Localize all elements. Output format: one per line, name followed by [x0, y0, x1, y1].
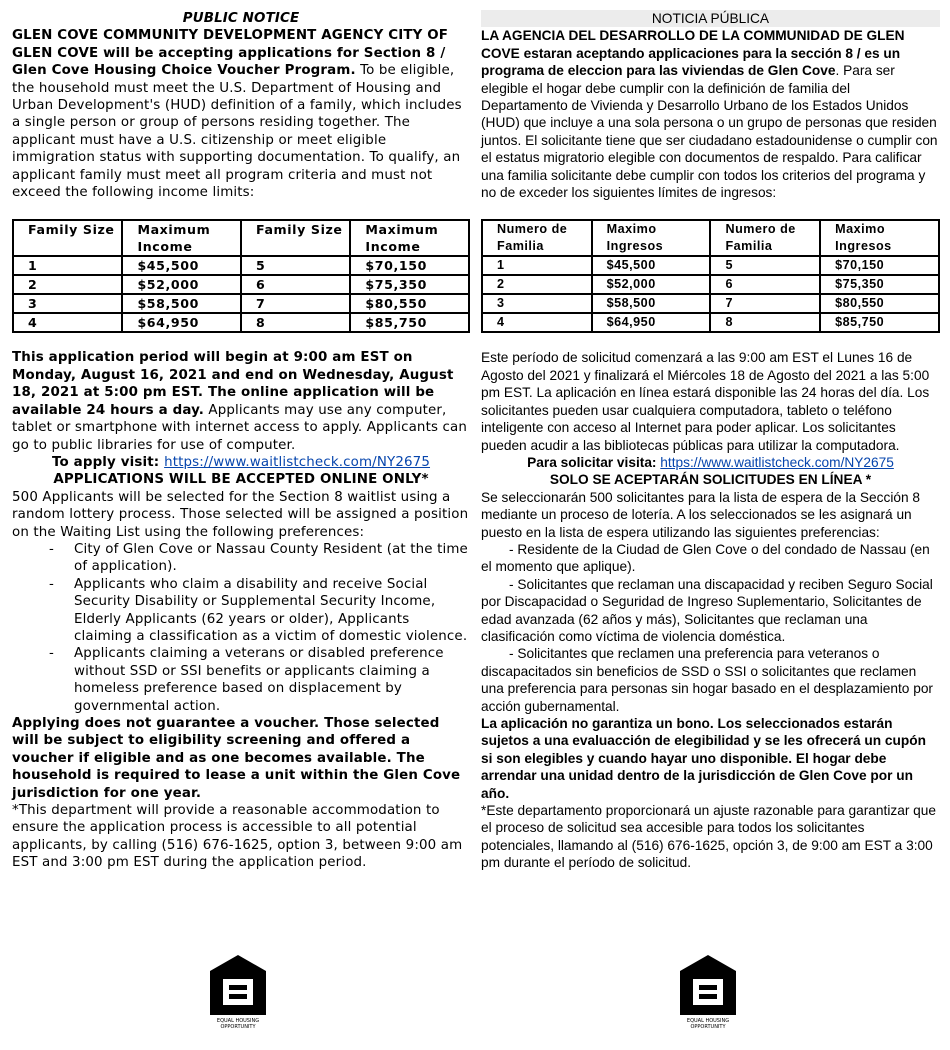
table-cell: $70,150	[350, 256, 469, 275]
notice-header: PUBLIC NOTICE	[182, 11, 300, 26]
no-guarantee-paragraph: La aplicación no garantiza un bono. Los seleccionados estarán sujetos a una evaluacción de elegibilidad y se les ofrecerá un cupón si son elegibles y cuando hayar uno disponible. El hogar debe arrendar una unidad dentro de la jurisdicción de Glen Cove por un año.	[481, 716, 926, 801]
table-row	[13, 256, 469, 275]
table-cell: $75,350	[350, 275, 469, 294]
table-cell: $85,750	[820, 313, 939, 332]
table-cell: $45,500	[122, 256, 241, 275]
table-cell: $58,500	[592, 294, 711, 313]
table-row	[482, 256, 939, 275]
table-cell: $70,150	[820, 256, 939, 275]
intro-text: . Para ser elegible el hogar debe cumplir con la definición de familia del Departamento de Vivienda y Desarrollo Urbano de los Estados Unidos (HUD) que incluye a una sola persona o un grupo de personas que residen juntos. El solicitante tiene que ser ciudadano estadounidense o cumplir con el estatus migratorio elegible con documentos de respaldo. Para calificar una familia solicitante debe cumplir con todos los criterios del programa y no de exceder los siguientes límites de ingresos:	[481, 63, 938, 201]
table-cell: 7	[241, 294, 350, 313]
table-cell: $64,950	[592, 313, 711, 332]
lottery-paragraph: 500 Applicants will be selected for the Section 8 waitlist using a random lottery process. Those selected will be assigned a position on the Waiting List using the following preferences:	[12, 489, 469, 540]
online-only-notice: SOLO SE ACEPTARÁN SOLICITUDES EN LÍNEA *	[549, 472, 872, 488]
table-cell: $80,550	[820, 294, 939, 313]
table-cell: $75,350	[820, 275, 939, 294]
waitlist-link[interactable]: https://www.waitlistcheck.com/NY2675	[164, 454, 431, 470]
table-header-cell: Maximo Ingresos	[820, 220, 939, 256]
svg-text:OPPORTUNITY: OPPORTUNITY	[220, 1024, 256, 1030]
notice-header: NOTICIA PÚBLICA	[481, 10, 940, 27]
table-cell: $52,000	[122, 275, 241, 294]
list-item	[12, 541, 470, 576]
equal-housing-logo	[208, 953, 268, 1031]
equal-housing-icon	[678, 953, 738, 1031]
table-cell: 6	[241, 275, 350, 294]
table-header-row	[13, 220, 469, 256]
intro-bold: GLEN COVE COMMUNITY DEVELOPMENT AGENCY CITY OF GLEN COVE will be accepting applications for Section 8 / Glen Cove Housing Choice Voucher Program.	[12, 28, 449, 79]
apply-label: Para solicitar visita:	[527, 454, 661, 470]
application-period	[12, 349, 470, 453]
table-cell: 6	[710, 275, 820, 294]
table-cell: 1	[482, 256, 592, 275]
table-cell: 5	[710, 256, 820, 275]
period-bold: This application period will begin at 9:00 am EST on Monday, August 16, 2021 and end on Wednesday, August 18, 2021 at 5:00 pm EST. The online application will be available 24 hours a day.	[12, 350, 454, 418]
svg-text:OPPORTUNITY: OPPORTUNITY	[690, 1024, 726, 1030]
table-cell: 7	[710, 294, 820, 313]
table-row	[482, 275, 939, 294]
list-item	[12, 645, 470, 715]
period-text: Applicants may use any computer, tablet or smartphone with internet access to apply. Applicants can go to public libraries for use of computer.	[12, 402, 468, 453]
table-cell: 4	[13, 313, 122, 332]
lottery-paragraph: Se seleccionarán 500 solicitantes para la lista de espera de la Sección 8 mediante un proceso de lotería. A los seleccionados se les asignará un puesto en la lista de espera utilizando las siguientes preferencias:	[481, 489, 921, 540]
preference-text: City of Glen Cove or Nassau County Resident (at the time of application).	[74, 541, 468, 575]
apply-line	[481, 454, 940, 471]
application-period: Este período de solicitud comenzará a las 9:00 am EST el Lunes 16 de Agosto del 2021 y finalizará el Miércoles 18 de Agosto del 2021 a las 5:00 pm EST. La aplicación en línea estará disponible las 24 horas del día. Los solicitantes pueden usar cualquiera computadora, tableto o teléfono inteligente con acceso al Internet para poder aplicar. Los solicitantes pueden acudir a las bibliotecas públicas para utilizar la computadora.	[481, 350, 930, 453]
table-row	[482, 294, 939, 313]
table-header-cell: Numero de Familia	[710, 220, 820, 256]
intro-bold: LA AGENCIA DEL DESARROLLO DE LA COMMUNIDAD DE GLEN COVE estaran aceptando applicaciones para la sección 8 / es un programa de eleccion para las viviendas de Glen Cove	[481, 28, 905, 79]
online-only-notice: APPLICATIONS WILL BE ACCEPTED ONLINE ONLY*	[53, 472, 429, 488]
equal-housing-logo	[678, 953, 738, 1031]
table-cell: $58,500	[122, 294, 241, 313]
table-header-cell: Family Size	[241, 220, 350, 256]
income-limits-table	[481, 219, 940, 333]
intro-text: To be eligible, the household must meet the U.S. Department of Housing and Urban Development's (HUD) definition of a family, which includes a single person or group of persons residing together. The applicant must have a U.S. citizenship or meet eligible immigration status with supporting documentation. To qualify, an applicant family must meet all program criteria and must not exceed the following income limits:	[12, 63, 462, 201]
table-cell: $80,550	[350, 294, 469, 313]
dash-bullet: -	[49, 576, 54, 592]
table-cell: $85,750	[350, 313, 469, 332]
svg-text:EQUAL HOUSING: EQUAL HOUSING	[686, 1018, 730, 1024]
accommodation-paragraph: *Este departamento proporcionará un ajuste razonable para garantizar que el proceso de solicitud sea accesible para todos los solicitantes potenciales, llamando al (516) 676-1625, opción 3, de 9:00 am EST a 3:00 pm durante el período de solicitud.	[481, 803, 937, 871]
preference-text: Applicants claiming a veterans or disabled preference without SSD or SSI benefits or applicants claiming a homeless preference based on displacement by governmental action.	[74, 646, 444, 714]
table-cell: 3	[482, 294, 592, 313]
table-cell: 4	[482, 313, 592, 332]
table-cell: 5	[241, 256, 350, 275]
table-header-cell: Family Size	[13, 220, 122, 256]
table-cell: $52,000	[592, 275, 711, 294]
spanish-notice	[481, 10, 940, 872]
table-row	[482, 313, 939, 332]
table-cell: 2	[482, 275, 592, 294]
table-cell: 3	[13, 294, 122, 313]
table-row	[13, 294, 469, 313]
table-header-cell: Maximum Income	[350, 220, 469, 256]
table-header-cell: Maximo Ingresos	[592, 220, 711, 256]
apply-line	[12, 454, 470, 471]
preferences-list	[12, 541, 470, 715]
list-item	[12, 576, 470, 646]
dash-bullet: -	[49, 541, 54, 557]
table-cell: $45,500	[592, 256, 711, 275]
equal-housing-icon	[208, 953, 268, 1031]
accommodation-paragraph: *This department will provide a reasonable accommodation to ensure the application process is accessible to all potential applicants, by calling (516) 676-1625, option 3, between 9:00 am EST and 3:00 pm EST during the application period.	[12, 803, 463, 871]
english-notice	[12, 10, 470, 872]
table-header-cell: Maximum Income	[122, 220, 241, 256]
preference-text: Applicants who claim a disability and receive Social Security Disability or Supplemental Security Income, Elderly Applicants (62 years or older), Applicants claiming a classification as a victim of domestic violence.	[74, 576, 468, 644]
table-cell: $64,950	[122, 313, 241, 332]
table-cell: 8	[241, 313, 350, 332]
list-item: - Residente de la Ciudad de Glen Cove o del condado de Nassau (en el momento que aplique).	[481, 541, 930, 575]
list-item: - Solicitantes que reclamen una preferencia para veteranos o discapacitados sin beneficios de SSD o SSI o solicitantes que reclamen una preferencia para personas sin hogar basado en el desplazamiento por acción gubernamental.	[481, 646, 933, 714]
table-cell: 8	[710, 313, 820, 332]
svg-text:EQUAL HOUSING: EQUAL HOUSING	[216, 1018, 260, 1024]
table-header-cell: Numero de Familia	[482, 220, 592, 256]
no-guarantee-paragraph: Applying does not guarantee a voucher. Those selected will be subject to eligibility screening and offered a voucher if eligible and as one becomes available. The household is required to lease a unit within the Glen Cove jurisdiction for one year.	[12, 716, 461, 801]
intro-paragraph	[12, 27, 470, 201]
income-limits-table	[12, 219, 470, 333]
apply-label: To apply visit:	[51, 454, 165, 470]
table-row	[13, 313, 469, 332]
table-header-row	[482, 220, 939, 256]
waitlist-link[interactable]: https://www.waitlistcheck.com/NY2675	[660, 454, 894, 470]
intro-paragraph	[481, 27, 940, 201]
list-item: - Solicitantes que reclaman una discapacidad y reciben Seguro Social por Discapacidad o Seguridad de Ingreso Suplementario, Solicitantes de edad avanzada (62 años y más), Solicitantes que reclaman una clasificación como víctima de violencia doméstica.	[481, 576, 933, 644]
table-row	[13, 275, 469, 294]
dash-bullet: -	[49, 646, 54, 662]
table-cell: 1	[13, 256, 122, 275]
table-cell: 2	[13, 275, 122, 294]
